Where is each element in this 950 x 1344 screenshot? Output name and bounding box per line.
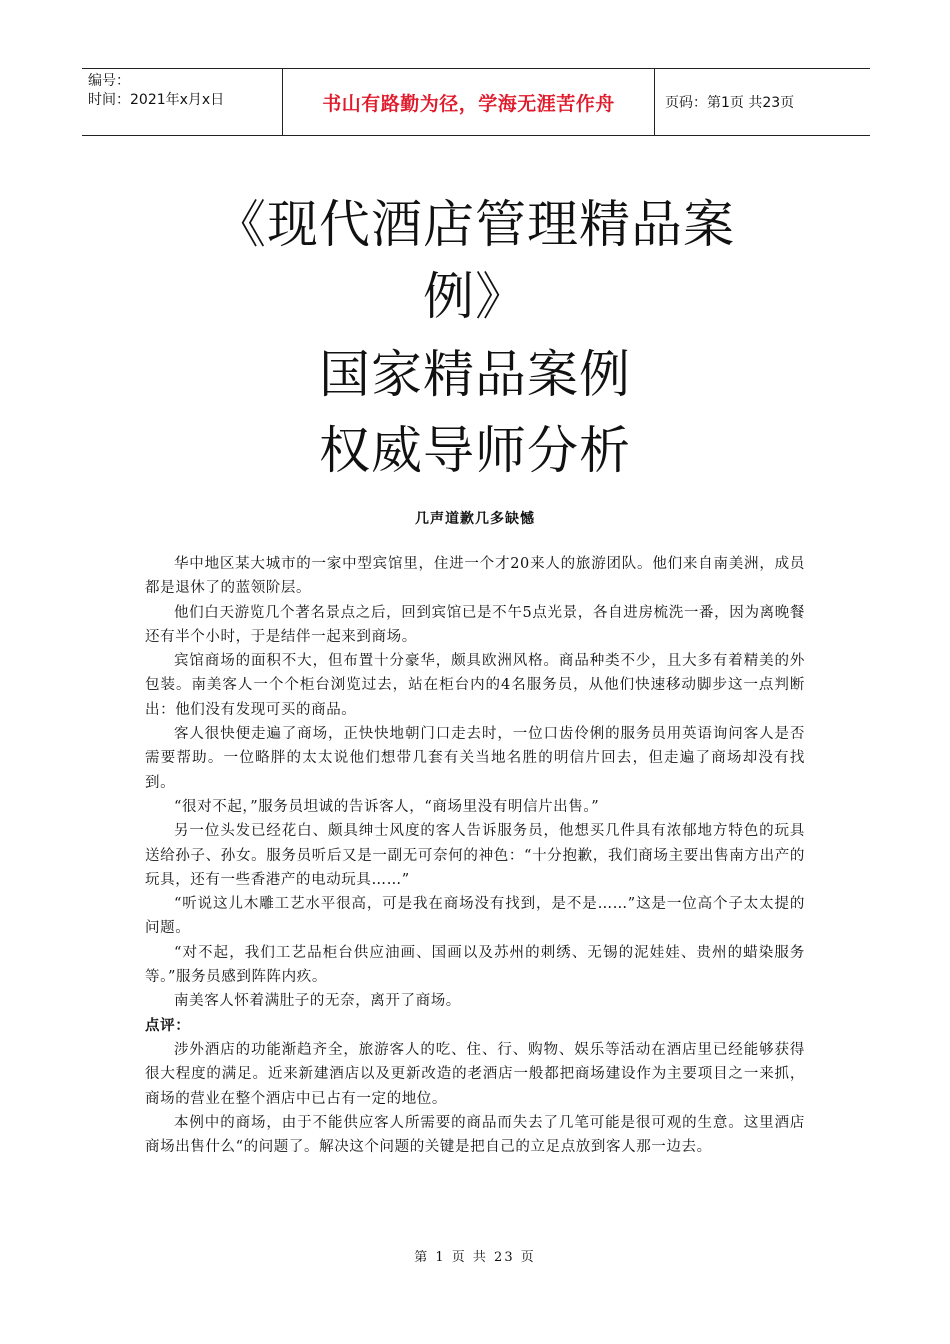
- title-line-1: 《现代酒店管理精品案: [214, 196, 735, 255]
- comment-label: 点评：: [145, 1016, 191, 1034]
- section-title: 几声道歉几多缺憾: [415, 511, 535, 527]
- paragraph: 客人很快便走遍了商场，正快快地朝门口走去时，一位口齿伶俐的服务员用英语询问客人是否需要帮助。一位略胖的太太说他们想带几套有关当地名胜的明信片回去，但走遍了商场却没有找到。: [145, 726, 805, 791]
- page-footer: 第 1 页 共 23 页: [414, 1250, 536, 1265]
- paragraph: 南美客人怀着满肚子的无奈，离开了商场。: [174, 993, 461, 1010]
- motto: 书山有路勤为径，学海无涯苦作舟: [282, 69, 655, 135]
- title-line-2: 例》: [422, 268, 527, 327]
- paragraph: 另一位头发已经花白、颇具绅士风度的客人告诉服务员，他想买几件具有浓郁地方特色的玩具送给孙子、孙女。服务员听后又是一副无可奈何的神色：“十分抱歉，我们商场主要出售南方出产的玩具，还有一些香港产的电动玩具……”: [145, 823, 805, 888]
- title-line-4: 权威导师分析: [318, 422, 631, 481]
- paragraph: 他们白天游览几个著名景点之后，回到宾馆已是不午5点光景，各自进房梳洗一番，因为离晚餐还有半个小时，于是结伴一起来到商场。: [145, 604, 805, 645]
- paragraph: “对不起，我们工艺品柜台供应油画、国画以及苏州的刺绣、无锡的泥娃娃、贵州的蜡染服务等。”服务员感到阵阵内疚。: [145, 944, 805, 986]
- header-meta: [82, 69, 282, 135]
- paragraph: “听说这儿木雕工艺水平很高，可是我在商场没有找到，是不是……”这是一位高个子太太提的问题。: [145, 896, 805, 937]
- paragraph: “很对不起，”服务员坦诚的告诉客人，“商场里没有明信片出售。”: [174, 798, 600, 815]
- paragraph: 华中地区某大城市的一家中型宾馆里，住进一个才20来人的旅游团队。他们来自南美洲，成员都是退休了的蓝领阶层。: [145, 556, 805, 597]
- article-body: [145, 552, 805, 1159]
- comment-paragraph: 涉外酒店的功能渐趋齐全，旅游客人的吃、住、行、购物、娱乐等活动在酒店里已经能够获得很大程度的满足。近来新建酒店以及更新改造的老酒店一般都把商场建设作为主要项目之一来抓，商场的营业在整个酒店中已占有一定的地位。: [145, 1041, 805, 1107]
- comment-paragraph: 本例中的商场，由于不能供应客人所需要的商品而失去了几笔可能是很可观的生意。这里酒店商场出售什么“的问题了。解决这个问题的关键是把自己的立足点放到客人那一边去。: [145, 1114, 805, 1156]
- title-line-3: 国家精品案例: [318, 346, 631, 405]
- time-label: 时间：2021年x月x日: [88, 92, 225, 108]
- number-label: 编号：: [88, 73, 130, 89]
- header-table: [82, 68, 870, 136]
- page-info: 页码：第1页 共23页: [665, 95, 795, 111]
- paragraph: 宾馆商场的面积不大，但布置十分豪华，颇具欧洲风格。商品种类不少，且大多有着精美的外包装。南美客人一个个柜台浏览过去，站在柜台内的4名服务员，从他们快速移动脚步这一点判断出：他们没有发现可买的商品。: [145, 653, 805, 718]
